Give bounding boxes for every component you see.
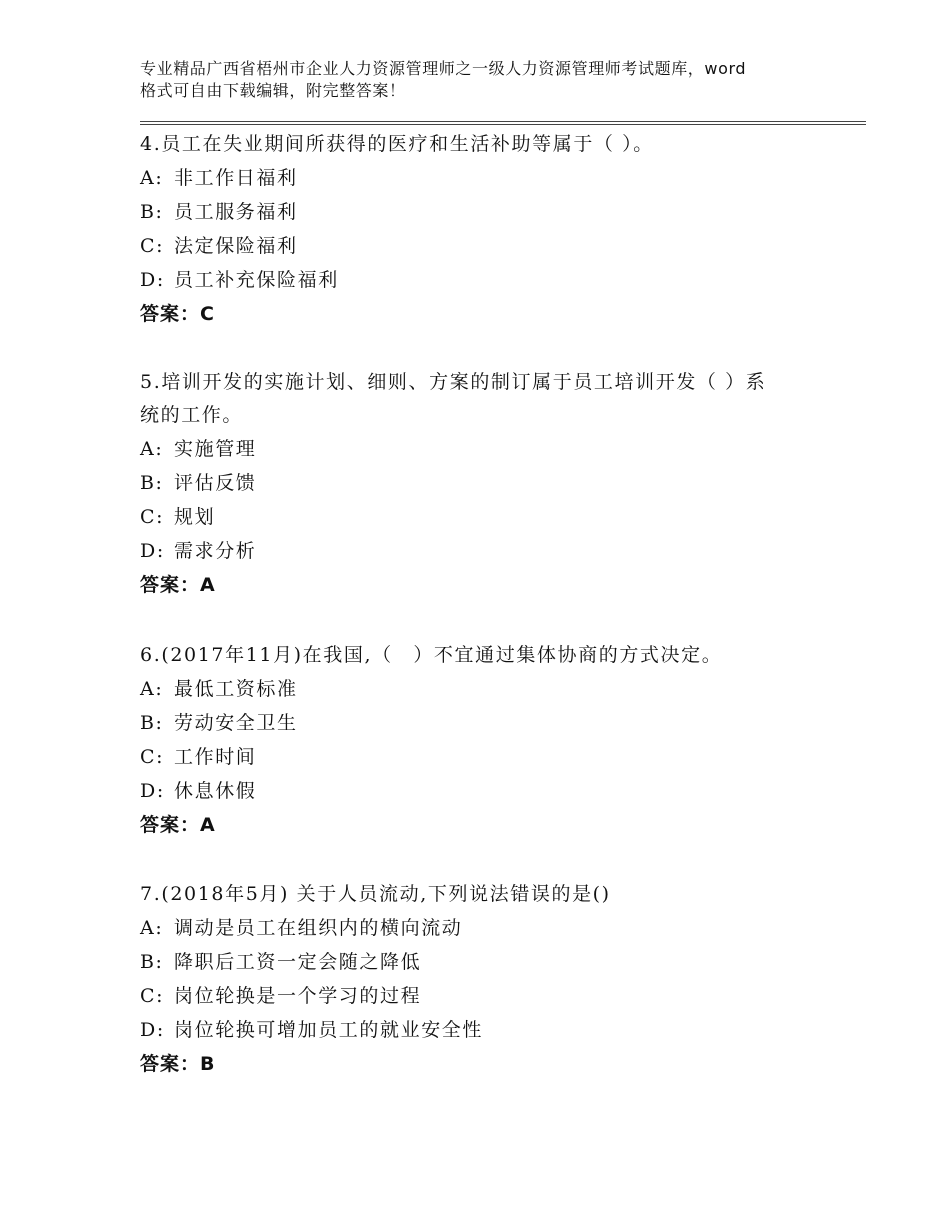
option-text: 非工作日福利: [174, 167, 298, 189]
option-b: [140, 195, 830, 229]
option-letter: C:: [140, 506, 165, 528]
option-d: [140, 774, 830, 808]
answer-label: 答案：A: [140, 574, 216, 596]
option-b: [140, 466, 830, 500]
answer-label: 答案：A: [140, 814, 216, 836]
option-text: 调动是员工在组织内的横向流动: [174, 917, 463, 939]
answer-label: 答案：C: [140, 303, 215, 325]
option-c: [140, 229, 830, 263]
option-text: 实施管理: [174, 438, 257, 460]
document-header: [140, 58, 840, 102]
option-text: 降职后工资一定会随之降低: [174, 951, 422, 973]
option-letter: A:: [140, 438, 164, 460]
option-text: 评估反馈: [174, 472, 257, 494]
option-d: [140, 263, 830, 297]
option-text: 员工补充保险福利: [174, 269, 339, 291]
option-letter: D:: [140, 1019, 165, 1041]
question-7: [140, 878, 830, 1081]
option-text: 岗位轮换是一个学习的过程: [174, 985, 422, 1007]
option-d: [140, 1013, 830, 1047]
question-stem: 7.(2018年5月) 关于人员流动,下列说法错误的是(): [140, 883, 611, 905]
header-divider: [140, 121, 866, 122]
question-stem: 4.员工在失业期间所获得的医疗和生活补助等属于（ ）。: [140, 133, 654, 155]
option-letter: D:: [140, 540, 165, 562]
question-4: [140, 128, 830, 331]
question-stem-line-2: 统的工作。: [140, 404, 244, 426]
option-c: [140, 500, 830, 534]
option-a: [140, 432, 830, 466]
option-letter: C:: [140, 746, 165, 768]
question-stem: 6.(2017年11月)在我国,（ ）不宜通过集体协商的方式决定。: [140, 644, 723, 666]
option-text: 工作时间: [174, 746, 257, 768]
option-letter: A:: [140, 167, 164, 189]
option-text: 员工服务福利: [174, 201, 298, 223]
option-letter: B:: [140, 712, 164, 734]
option-b: [140, 945, 830, 979]
option-letter: B:: [140, 472, 164, 494]
header-line-2: 格式可自由下载编辑，附完整答案！: [140, 81, 406, 100]
option-letter: B:: [140, 201, 164, 223]
option-letter: D:: [140, 780, 165, 802]
option-letter: B:: [140, 951, 164, 973]
option-c: [140, 740, 830, 774]
question-6: [140, 639, 830, 842]
option-text: 法定保险福利: [174, 235, 298, 257]
header-divider-double: [140, 124, 866, 125]
question-stem-line-1: 5.培训开发的实施计划、细则、方案的制订属于员工培训开发（ ）系: [140, 371, 767, 393]
option-text: 休息休假: [174, 780, 257, 802]
option-text: 规划: [174, 506, 216, 528]
option-text: 需求分析: [174, 540, 257, 562]
option-text: 劳动安全卫生: [174, 712, 298, 734]
option-letter: A:: [140, 678, 164, 700]
option-a: [140, 672, 830, 706]
option-letter: A:: [140, 917, 164, 939]
option-letter: C:: [140, 985, 165, 1007]
header-line-1: 专业精品广西省梧州市企业人力资源管理师之一级人力资源管理师考试题库，word: [140, 59, 747, 78]
question-stem: [140, 366, 830, 432]
option-letter: D:: [140, 269, 165, 291]
option-text: 最低工资标准: [174, 678, 298, 700]
option-d: [140, 534, 830, 568]
question-5: [140, 366, 830, 602]
option-b: [140, 706, 830, 740]
option-letter: C:: [140, 235, 165, 257]
option-a: [140, 161, 830, 195]
answer-label: 答案：B: [140, 1053, 216, 1075]
option-text: 岗位轮换可增加员工的就业安全性: [174, 1019, 484, 1041]
option-a: [140, 911, 830, 945]
option-c: [140, 979, 830, 1013]
